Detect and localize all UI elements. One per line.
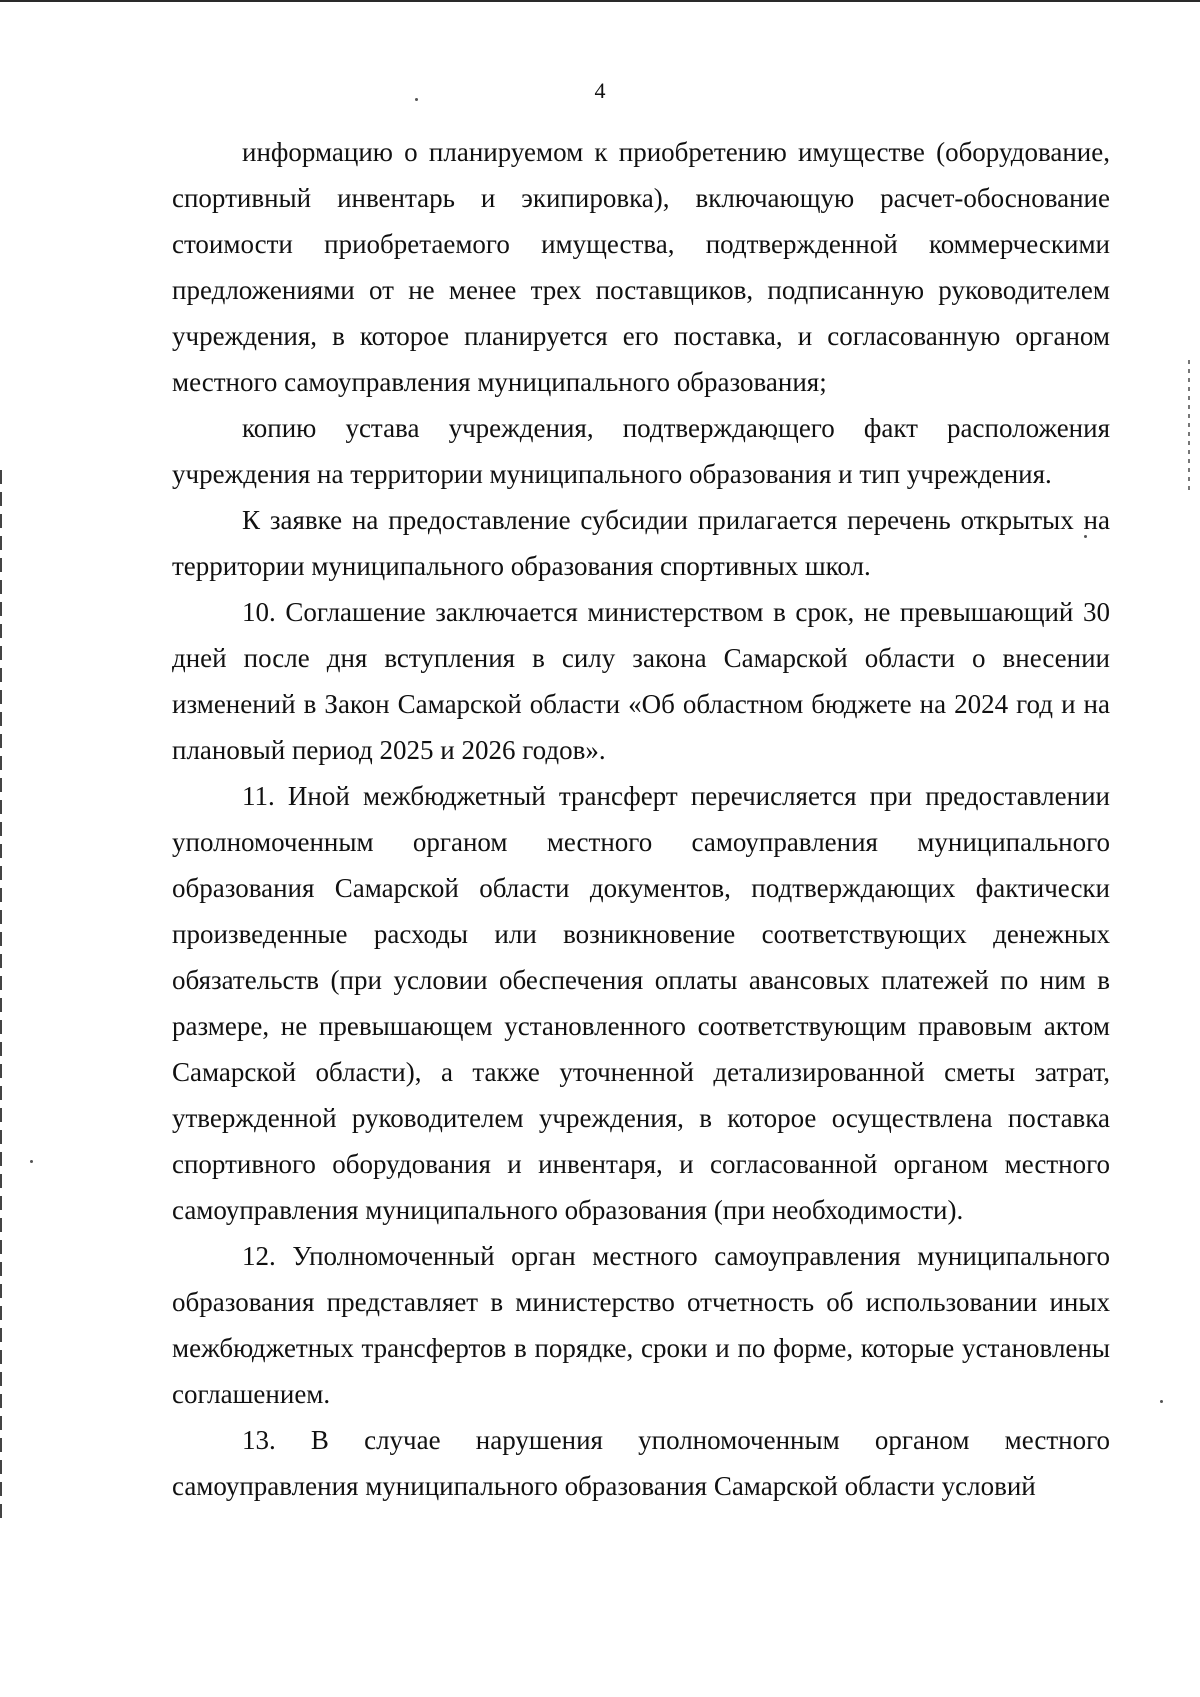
scan-speck <box>30 1160 33 1163</box>
paragraph-property-info: информацию о планируемом к приобретению имуществе (оборудование, спортивный инвентарь и экипировка), включающую расчет-обоснование стоимости приобретаемого имущества, подтвержденной коммерческими предложениями от не менее трех поставщиков, подписанную руководителем учреждения, в которое планируется его поставка, и согласованную органом местного самоуправления муниципального образования; <box>172 137 1110 397</box>
page-number: 4 <box>594 78 606 103</box>
document-body <box>172 129 1110 1509</box>
paragraph-item-10: 10. Соглашение заключается министерством в срок, не превышающий 30 дней после дня вступления в силу закона Самарской области о внесении изменений в Закон Самарской области «Об областном бюджете на 2024 год и на плановый период 2025 и 2026 годов». <box>172 597 1110 765</box>
scan-top-edge <box>0 0 1200 2</box>
scan-left-edge <box>0 470 2 1520</box>
paragraph-sports-schools-list: К заявке на предоставление субсидии прилагается перечень открытых на территории муниципального образования спортивных школ. <box>172 505 1110 581</box>
paragraph-item-13: 13. В случае нарушения уполномоченным органом местного самоуправления муниципального образования Самарской области условий <box>172 1425 1110 1501</box>
scan-speck <box>1160 1400 1163 1403</box>
paragraph-item-11: 11. Иной межбюджетный трансферт перечисляется при предоставлении уполномоченным органом местного самоуправления муниципального образования Самарской области документов, подтверждающих фактически произведенные расходы или возникновение соответствующих денежных обязательств (при условии обеспечения оплаты авансовых платежей по ним в размере, не превышающем установленного соответствующим правовым актом Самарской области), а также уточненной детализированной сметы затрат, утвержденной руководителем учреждения, в которое осуществлена поставка спортивного оборудования и инвентаря, и согласованной органом местного самоуправления муниципального образования (при необходимости). <box>172 781 1110 1225</box>
paragraph-charter-copy: копию устава учреждения, подтверждающего факт расположения учреждения на территории муниципального образования и тип учреждения. <box>172 413 1110 489</box>
scan-right-edge <box>1188 360 1190 490</box>
paragraph-item-12: 12. Уполномоченный орган местного самоуправления муниципального образования представляет в министерство отчетность об использовании иных межбюджетных трансфертов в порядке, сроки и по форме, которые установлены соглашением. <box>172 1241 1110 1409</box>
